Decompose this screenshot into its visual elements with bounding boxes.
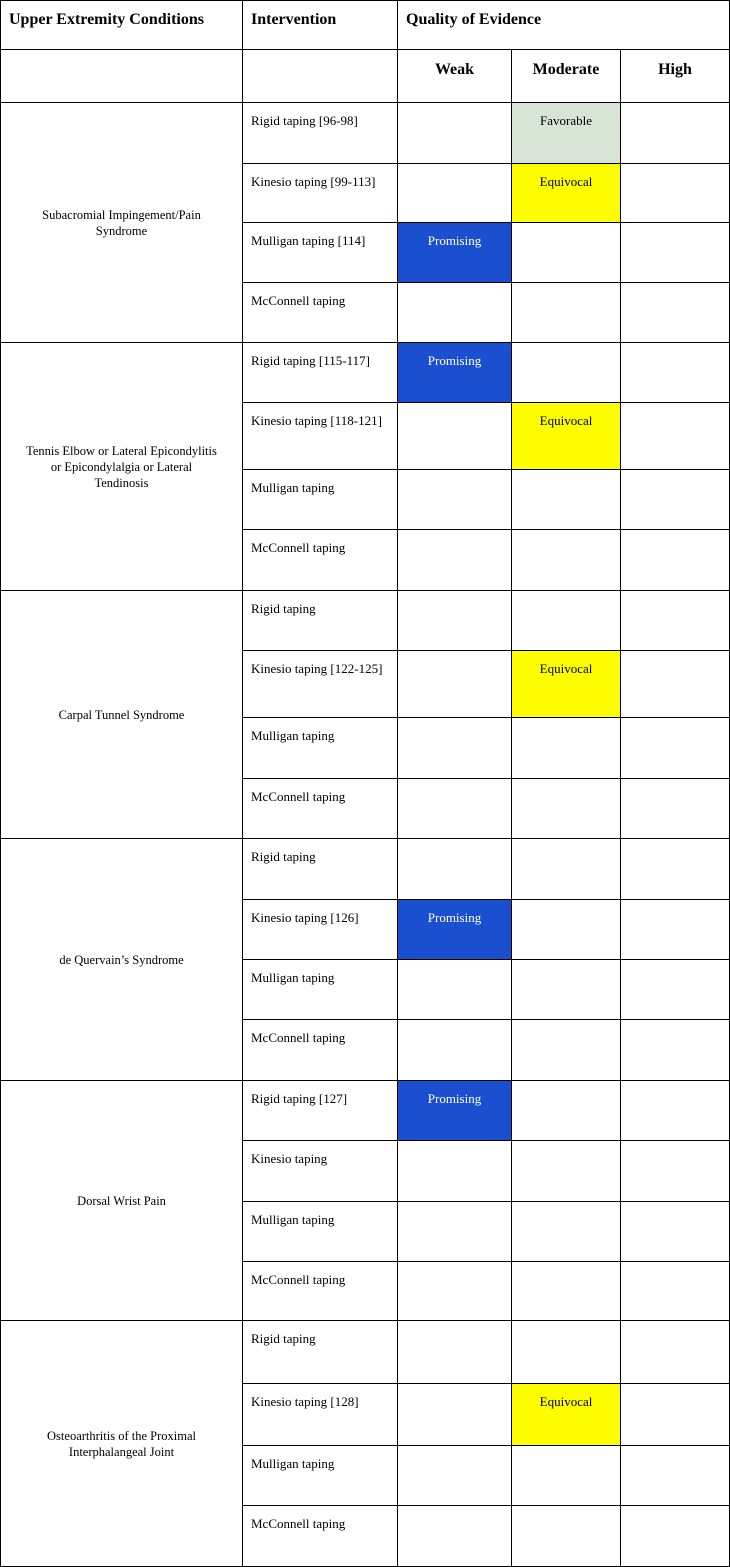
evidence-empty-cell xyxy=(398,1020,512,1081)
evidence-empty-cell xyxy=(621,960,730,1020)
evidence-empty-cell xyxy=(512,343,621,403)
evidence-empty-cell xyxy=(512,960,621,1020)
intervention-cell: McConnell taping xyxy=(243,530,398,591)
header-row xyxy=(1,1,730,50)
intervention-cell: Rigid taping xyxy=(243,1321,398,1384)
condition-cell: Subacromial Impingement/Pain Syndrome xyxy=(1,103,243,343)
intervention-cell: Kinesio taping [126] xyxy=(243,900,398,960)
evidence-empty-cell xyxy=(621,839,730,900)
evidence-empty-cell xyxy=(512,1262,621,1321)
intervention-cell: Kinesio taping [128] xyxy=(243,1384,398,1446)
evidence-empty-cell xyxy=(398,470,512,530)
intervention-cell: McConnell taping xyxy=(243,283,398,343)
header-condition: Upper Extremity Conditions xyxy=(1,1,243,50)
table-row xyxy=(1,1321,730,1384)
intervention-cell: McConnell taping xyxy=(243,779,398,839)
evidence-empty-cell xyxy=(398,103,512,164)
intervention-cell: Kinesio taping [122-125] xyxy=(243,651,398,718)
header-quality-of-evidence: Quality of Evidence xyxy=(398,1,730,50)
evidence-empty-cell xyxy=(512,1020,621,1081)
subheader-blank-intervention xyxy=(243,50,398,103)
intervention-cell: Kinesio taping xyxy=(243,1141,398,1202)
evidence-empty-cell xyxy=(621,343,730,403)
subheader-blank-condition xyxy=(1,50,243,103)
header-intervention: Intervention xyxy=(243,1,398,50)
evidence-empty-cell xyxy=(512,1202,621,1262)
evidence-empty-cell xyxy=(512,223,621,283)
evidence-empty-cell xyxy=(398,839,512,900)
evidence-promising-cell: Promising xyxy=(398,223,512,283)
intervention-cell: Mulligan taping xyxy=(243,470,398,530)
evidence-empty-cell xyxy=(512,718,621,779)
intervention-cell: Mulligan taping xyxy=(243,718,398,779)
evidence-empty-cell xyxy=(621,103,730,164)
intervention-cell: Rigid taping [127] xyxy=(243,1081,398,1141)
evidence-empty-cell xyxy=(512,470,621,530)
table-row xyxy=(1,839,730,900)
evidence-empty-cell xyxy=(512,1141,621,1202)
intervention-cell: Mulligan taping [114] xyxy=(243,223,398,283)
evidence-equivocal-cell: Equivocal xyxy=(512,403,621,470)
evidence-equivocal-cell: Equivocal xyxy=(512,1384,621,1446)
intervention-cell: Mulligan taping xyxy=(243,960,398,1020)
evidence-empty-cell xyxy=(512,779,621,839)
intervention-cell: McConnell taping xyxy=(243,1262,398,1321)
evidence-empty-cell xyxy=(621,1384,730,1446)
evidence-empty-cell xyxy=(512,283,621,343)
evidence-favorable-cell: Favorable xyxy=(512,103,621,164)
evidence-empty-cell xyxy=(621,530,730,591)
condition-cell: Tennis Elbow or Lateral Epicondylitis or Epicondylalgia or Lateral Tendinosis xyxy=(1,343,243,591)
evidence-empty-cell xyxy=(398,1384,512,1446)
evidence-empty-cell xyxy=(398,1262,512,1321)
evidence-empty-cell xyxy=(621,900,730,960)
evidence-empty-cell xyxy=(621,283,730,343)
evidence-empty-cell xyxy=(621,1081,730,1141)
evidence-empty-cell xyxy=(621,591,730,651)
subheader-moderate: Moderate xyxy=(512,50,621,103)
evidence-empty-cell xyxy=(621,1141,730,1202)
evidence-empty-cell xyxy=(398,164,512,223)
evidence-empty-cell xyxy=(512,591,621,651)
evidence-promising-cell: Promising xyxy=(398,343,512,403)
evidence-empty-cell xyxy=(398,960,512,1020)
intervention-cell: Kinesio taping [99-113] xyxy=(243,164,398,223)
evidence-empty-cell xyxy=(621,718,730,779)
evidence-empty-cell xyxy=(621,164,730,223)
table-row xyxy=(1,343,730,403)
evidence-empty-cell xyxy=(621,1321,730,1384)
evidence-empty-cell xyxy=(512,839,621,900)
evidence-empty-cell xyxy=(512,1446,621,1506)
evidence-empty-cell xyxy=(398,718,512,779)
evidence-empty-cell xyxy=(621,1446,730,1506)
condition-cell: de Quervain’s Syndrome xyxy=(1,839,243,1081)
evidence-empty-cell xyxy=(398,591,512,651)
evidence-empty-cell xyxy=(512,1321,621,1384)
table-row xyxy=(1,1081,730,1141)
subheader-row xyxy=(1,50,730,103)
evidence-empty-cell xyxy=(621,1262,730,1321)
evidence-empty-cell xyxy=(398,779,512,839)
subheader-weak: Weak xyxy=(398,50,512,103)
evidence-equivocal-cell: Equivocal xyxy=(512,651,621,718)
evidence-empty-cell xyxy=(621,403,730,470)
evidence-empty-cell xyxy=(398,1321,512,1384)
condition-cell: Osteoarthritis of the Proximal Interphalangeal Joint xyxy=(1,1321,243,1567)
intervention-cell: Rigid taping xyxy=(243,591,398,651)
evidence-promising-cell: Promising xyxy=(398,900,512,960)
evidence-empty-cell xyxy=(512,530,621,591)
evidence-empty-cell xyxy=(621,470,730,530)
table-row xyxy=(1,103,730,164)
evidence-empty-cell xyxy=(398,1141,512,1202)
subheader-high: High xyxy=(621,50,730,103)
condition-cell: Carpal Tunnel Syndrome xyxy=(1,591,243,839)
evidence-empty-cell xyxy=(621,1506,730,1567)
evidence-empty-cell xyxy=(398,403,512,470)
evidence-empty-cell xyxy=(621,1020,730,1081)
table-row xyxy=(1,591,730,651)
intervention-cell: Mulligan taping xyxy=(243,1446,398,1506)
evidence-empty-cell xyxy=(398,530,512,591)
evidence-empty-cell xyxy=(398,283,512,343)
evidence-empty-cell xyxy=(621,779,730,839)
intervention-cell: Rigid taping [115-117] xyxy=(243,343,398,403)
evidence-empty-cell xyxy=(398,651,512,718)
evidence-empty-cell xyxy=(398,1446,512,1506)
evidence-empty-cell xyxy=(398,1202,512,1262)
evidence-empty-cell xyxy=(621,1202,730,1262)
evidence-promising-cell: Promising xyxy=(398,1081,512,1141)
intervention-cell: McConnell taping xyxy=(243,1506,398,1567)
evidence-empty-cell xyxy=(621,223,730,283)
intervention-cell: McConnell taping xyxy=(243,1020,398,1081)
condition-cell: Dorsal Wrist Pain xyxy=(1,1081,243,1321)
evidence-empty-cell xyxy=(398,1506,512,1567)
intervention-cell: Mulligan taping xyxy=(243,1202,398,1262)
intervention-cell: Kinesio taping [118-121] xyxy=(243,403,398,470)
intervention-cell: Rigid taping xyxy=(243,839,398,900)
intervention-cell: Rigid taping [96-98] xyxy=(243,103,398,164)
evidence-empty-cell xyxy=(512,1081,621,1141)
evidence-empty-cell xyxy=(512,1506,621,1567)
evidence-empty-cell xyxy=(512,900,621,960)
table-body xyxy=(1,103,730,1567)
evidence-empty-cell xyxy=(621,651,730,718)
evidence-equivocal-cell: Equivocal xyxy=(512,164,621,223)
